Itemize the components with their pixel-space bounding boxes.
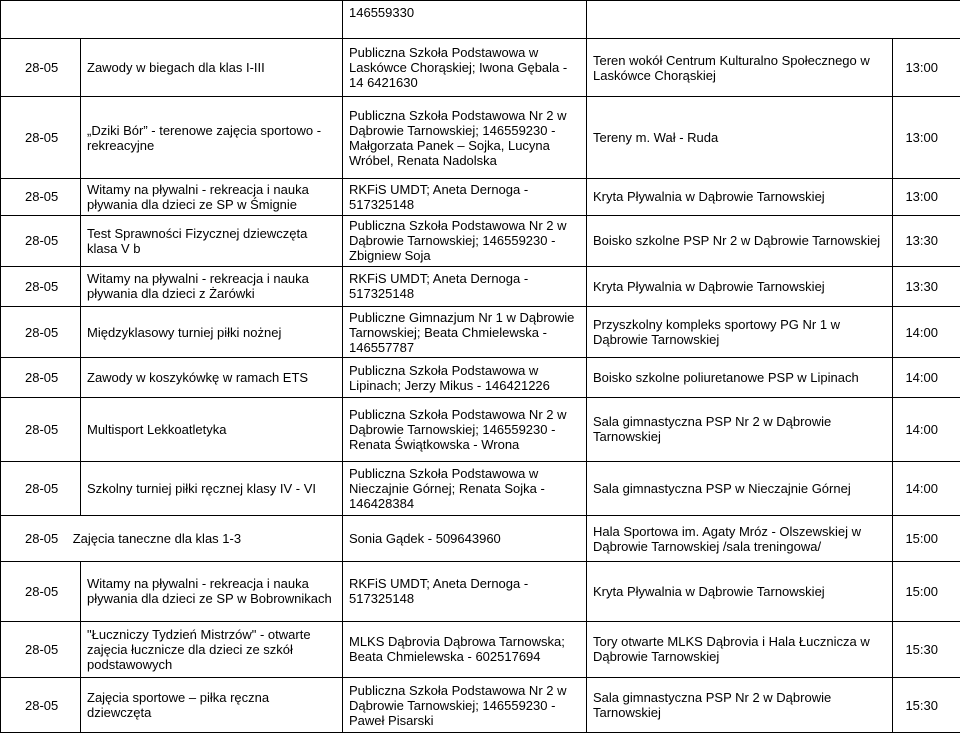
- time-cell: 14:00: [893, 461, 960, 516]
- org-cell: RKFiS UMDT; Aneta Dernoga - 517325148: [343, 561, 587, 621]
- place-cell: Kryta Pływalnia w Dąbrowie Tarnowskiej: [587, 561, 893, 621]
- event-name-cell: Witamy na pływalni - rekreacja i nauka pływania dla dzieci z Żarówki: [81, 267, 343, 306]
- place-cell: Kryta Pływalnia w Dąbrowie Tarnowskiej: [587, 267, 893, 306]
- time-cell: 13:00: [893, 97, 960, 179]
- blank-cell: [587, 1, 960, 39]
- date-cell: 28-05: [1, 358, 81, 397]
- date-cell: 28-05: [1, 678, 81, 733]
- event-name-cell: Witamy na pływalni - rekreacja i nauka pływania dla dzieci ze SP w Bobrownikach: [81, 561, 343, 621]
- event-name-cell: "Łuczniczy Tydzień Mistrzów" - otwarte zajęcia łucznicze dla dzieci ze szkół podstawowych: [81, 621, 343, 678]
- date-cell: 28-05: [1, 397, 81, 461]
- event-name-cell: Test Sprawności Fizycznej dziewczęta klasa V b: [81, 215, 343, 267]
- time-cell: 15:30: [893, 678, 960, 733]
- time-cell: 14:00: [893, 397, 960, 461]
- org-cell: Publiczna Szkoła Podstawowa w Laskówce Chorąskiej; Iwona Gębala - 14 6421630: [343, 39, 587, 97]
- org-cell: 146559330: [343, 1, 587, 39]
- place-cell: Teren wokół Centrum Kulturalno Społecznego w Laskówce Chorąskiej: [587, 39, 893, 97]
- event-name-cell: Międzyklasowy turniej piłki nożnej: [81, 306, 343, 358]
- time-cell: 14:00: [893, 306, 960, 358]
- event-name-text: Zajęcia taneczne dla klas 1-3: [72, 531, 242, 547]
- time-cell: 13:00: [893, 179, 960, 215]
- table-row: [1, 358, 960, 397]
- org-cell: Publiczna Szkoła Podstawowa Nr 2 w Dąbrowie Tarnowskiej; 146559230 - Zbigniew Soja: [343, 215, 587, 267]
- org-cell: Publiczna Szkoła Podstawowa w Nieczajnie Górnej; Renata Sojka - 146428384: [343, 461, 587, 516]
- time-cell: 14:00: [893, 358, 960, 397]
- table-row: [1, 1, 960, 39]
- date-text: 28-05: [25, 531, 59, 547]
- org-cell: RKFiS UMDT; Aneta Dernoga - 517325148: [343, 267, 587, 306]
- event-name-cell: Witamy na pływalni - rekreacja i nauka pływania dla dzieci ze SP w Śmignie: [81, 179, 343, 215]
- org-cell: Publiczne Gimnazjum Nr 1 w Dąbrowie Tarnowskiej; Beata Chmielewska - 146557787: [343, 306, 587, 358]
- place-cell: Tory otwarte MLKS Dąbrovia i Hala Łucznicza w Dąbrowie Tarnowskiej: [587, 621, 893, 678]
- date-cell: 28-05: [1, 306, 81, 358]
- place-cell: Boisko szkolne poliuretanowe PSP w Lipinach: [587, 358, 893, 397]
- event-name-cell: „Dziki Bór” - terenowe zajęcia sportowo - rekreacyjne: [81, 97, 343, 179]
- place-cell: Sala gimnastyczna PSP w Nieczajnie Górnej: [587, 461, 893, 516]
- place-cell: Kryta Pływalnia w Dąbrowie Tarnowskiej: [587, 179, 893, 215]
- date-cell: 28-05: [1, 561, 81, 621]
- event-name-cell: Zawody w biegach dla klas I-III: [81, 39, 343, 97]
- event-name-cell: Zajęcia sportowe – piłka ręczna dziewczęta: [81, 678, 343, 733]
- date-cell: 28-05: [1, 97, 81, 179]
- org-cell: Publiczna Szkoła Podstawowa Nr 2 w Dąbrowie Tarnowskiej; 146559230 - Paweł Pisarski: [343, 678, 587, 733]
- event-name-cell: Zawody w koszykówkę w ramach ETS: [81, 358, 343, 397]
- place-cell: Tereny m. Wał - Ruda: [587, 97, 893, 179]
- table-row: [1, 516, 960, 562]
- table-row: [1, 39, 960, 97]
- time-cell: 13:00: [893, 39, 960, 97]
- date-cell: 28-05: [1, 215, 81, 267]
- table-row: [1, 678, 960, 733]
- place-cell: Sala gimnastyczna PSP Nr 2 w Dąbrowie Tarnowskiej: [587, 397, 893, 461]
- date-cell: 28-05: [1, 179, 81, 215]
- time-cell: 15:30: [893, 621, 960, 678]
- event-name-cell: Multisport Lekkoatletyka: [81, 397, 343, 461]
- table-row: [1, 215, 960, 267]
- org-cell: MLKS Dąbrovia Dąbrowa Tarnowska; Beata Chmielewska - 602517694: [343, 621, 587, 678]
- place-cell: Boisko szkolne PSP Nr 2 w Dąbrowie Tarnowskiej: [587, 215, 893, 267]
- table-row: [1, 461, 960, 516]
- table-row: [1, 397, 960, 461]
- place-cell: Hala Sportowa im. Agaty Mróz - Olszewskiej w Dąbrowie Tarnowskiej /sala treningowa/: [587, 516, 893, 562]
- org-cell: Publiczna Szkoła Podstawowa w Lipinach; Jerzy Mikus - 146421226: [343, 358, 587, 397]
- org-cell: Publiczna Szkoła Podstawowa Nr 2 w Dąbrowie Tarnowskiej; 146559230 - Małgorzata Panek – Sojka, Lucyna Wróbel, Renata Nadolska: [343, 97, 587, 179]
- table-row: [1, 179, 960, 215]
- blank-cell: [1, 1, 343, 39]
- table-row: [1, 267, 960, 306]
- org-cell: RKFiS UMDT; Aneta Dernoga - 517325148: [343, 179, 587, 215]
- table-row: [1, 561, 960, 621]
- date-cell: 28-05: [1, 461, 81, 516]
- time-cell: 13:30: [893, 267, 960, 306]
- time-cell: 15:00: [893, 516, 960, 562]
- date-cell: 28-05: [1, 39, 81, 97]
- place-cell: Przyszkolny kompleks sportowy PG Nr 1 w Dąbrowie Tarnowskiej: [587, 306, 893, 358]
- event-name-cell: Szkolny turniej piłki ręcznej klasy IV - VI: [81, 461, 343, 516]
- time-cell: 13:30: [893, 215, 960, 267]
- time-cell: 15:00: [893, 561, 960, 621]
- date-cell: 28-05: [1, 621, 81, 678]
- table-row: [1, 306, 960, 358]
- date-event-cell: [1, 516, 343, 562]
- date-cell: 28-05: [1, 267, 81, 306]
- org-cell: Publiczna Szkoła Podstawowa Nr 2 w Dąbrowie Tarnowskiej; 146559230 - Renata Świątkowska - Wrona: [343, 397, 587, 461]
- table-row: [1, 621, 960, 678]
- place-cell: Sala gimnastyczna PSP Nr 2 w Dąbrowie Tarnowskiej: [587, 678, 893, 733]
- org-cell: Sonia Gądek - 509643960: [343, 516, 587, 562]
- table-row: [1, 97, 960, 179]
